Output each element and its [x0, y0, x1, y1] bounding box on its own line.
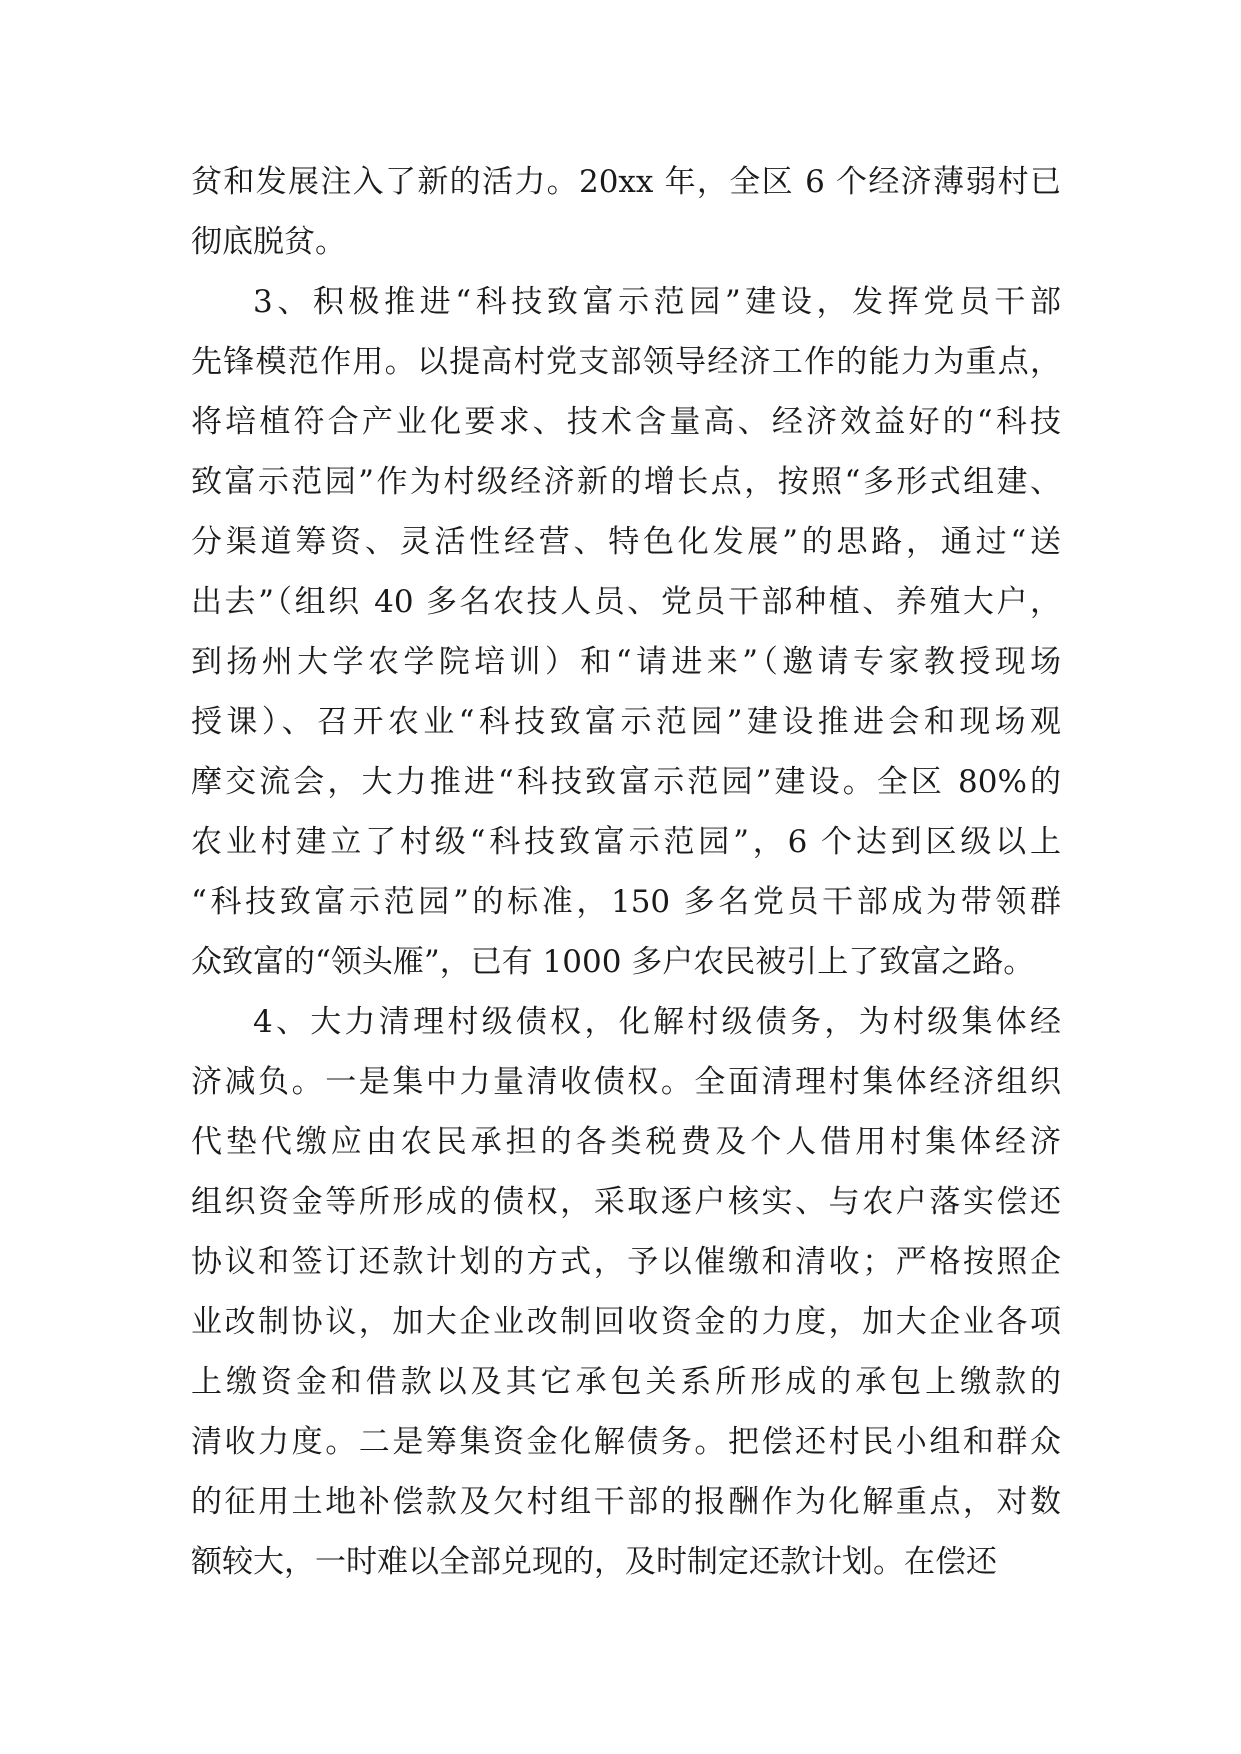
- text-line: 额较大，一时难以全部兑现的，及时制定还款计划。在偿还: [191, 1544, 997, 1580]
- text-line: 先锋模范作用。以提高村党支部领导经济工作的能力为重点，: [191, 344, 1061, 380]
- text-line: 代垫代缴应由农民承担的各类税费及个人借用村集体经济: [191, 1124, 1061, 1160]
- text-line: 分渠道筹资、灵活性经营、特色化发展”的思路，通过“送: [191, 524, 1061, 560]
- text-line: 清收力度。二是筹集资金化解债务。把偿还村民小组和群众: [191, 1424, 1061, 1460]
- text-line: 业改制协议，加大企业改制回收资金的力度，加大企业各项: [191, 1304, 1061, 1340]
- text-line: 济减负。一是集中力量清收债权。全面清理村集体经济组织: [191, 1064, 1061, 1100]
- text-line: 上缴资金和借款以及其它承包关系所形成的承包上缴款的: [191, 1364, 1061, 1400]
- text-line: 农业村建立了村级“科技致富示范园”，6 个达到区级以上: [191, 824, 1061, 860]
- text-line: 致富示范园”作为村级经济新的增长点，按照“多形式组建、: [191, 464, 1061, 500]
- paragraph-start-line: 4、大力清理村级债权，化解村级债务，为村级集体经: [253, 1004, 1061, 1040]
- text-line: 的征用土地补偿款及欠村组干部的报酬作为化解重点，对数: [191, 1484, 1061, 1520]
- text-line: 贫和发展注入了新的活力。20xx 年，全区 6 个经济薄弱村已: [191, 164, 1061, 200]
- text-line: 到扬州大学农学院培训）和“请进来”（邀请专家教授现场: [191, 644, 1061, 680]
- text-line: 出去”（组织 40 多名农技人员、党员干部种植、养殖大户，: [191, 584, 1061, 620]
- text-line: 众致富的“领头雁”，已有 1000 多户农民被引上了致富之路。: [191, 944, 1035, 980]
- text-line: 组织资金等所形成的债权，采取逐户核实、与农户落实偿还: [191, 1184, 1061, 1220]
- text-line: 彻底脱贫。: [191, 224, 346, 260]
- text-line: 摩交流会，大力推进“科技致富示范园”建设。全区 80%的: [191, 764, 1061, 800]
- text-line: 协议和签订还款计划的方式，予以催缴和清收；严格按照企: [191, 1244, 1061, 1280]
- text-line: 授课）、召开农业“科技致富示范园”建设推进会和现场观: [191, 704, 1061, 740]
- body-text: [191, 152, 1061, 1592]
- text-line: 将培植符合产业化要求、技术含量高、经济效益好的“科技: [191, 404, 1061, 440]
- text-line: “科技致富示范园”的标准，150 多名党员干部成为带领群: [191, 884, 1061, 920]
- paragraph-start-line: 3、积极推进“科技致富示范园”建设，发挥党员干部: [253, 284, 1061, 320]
